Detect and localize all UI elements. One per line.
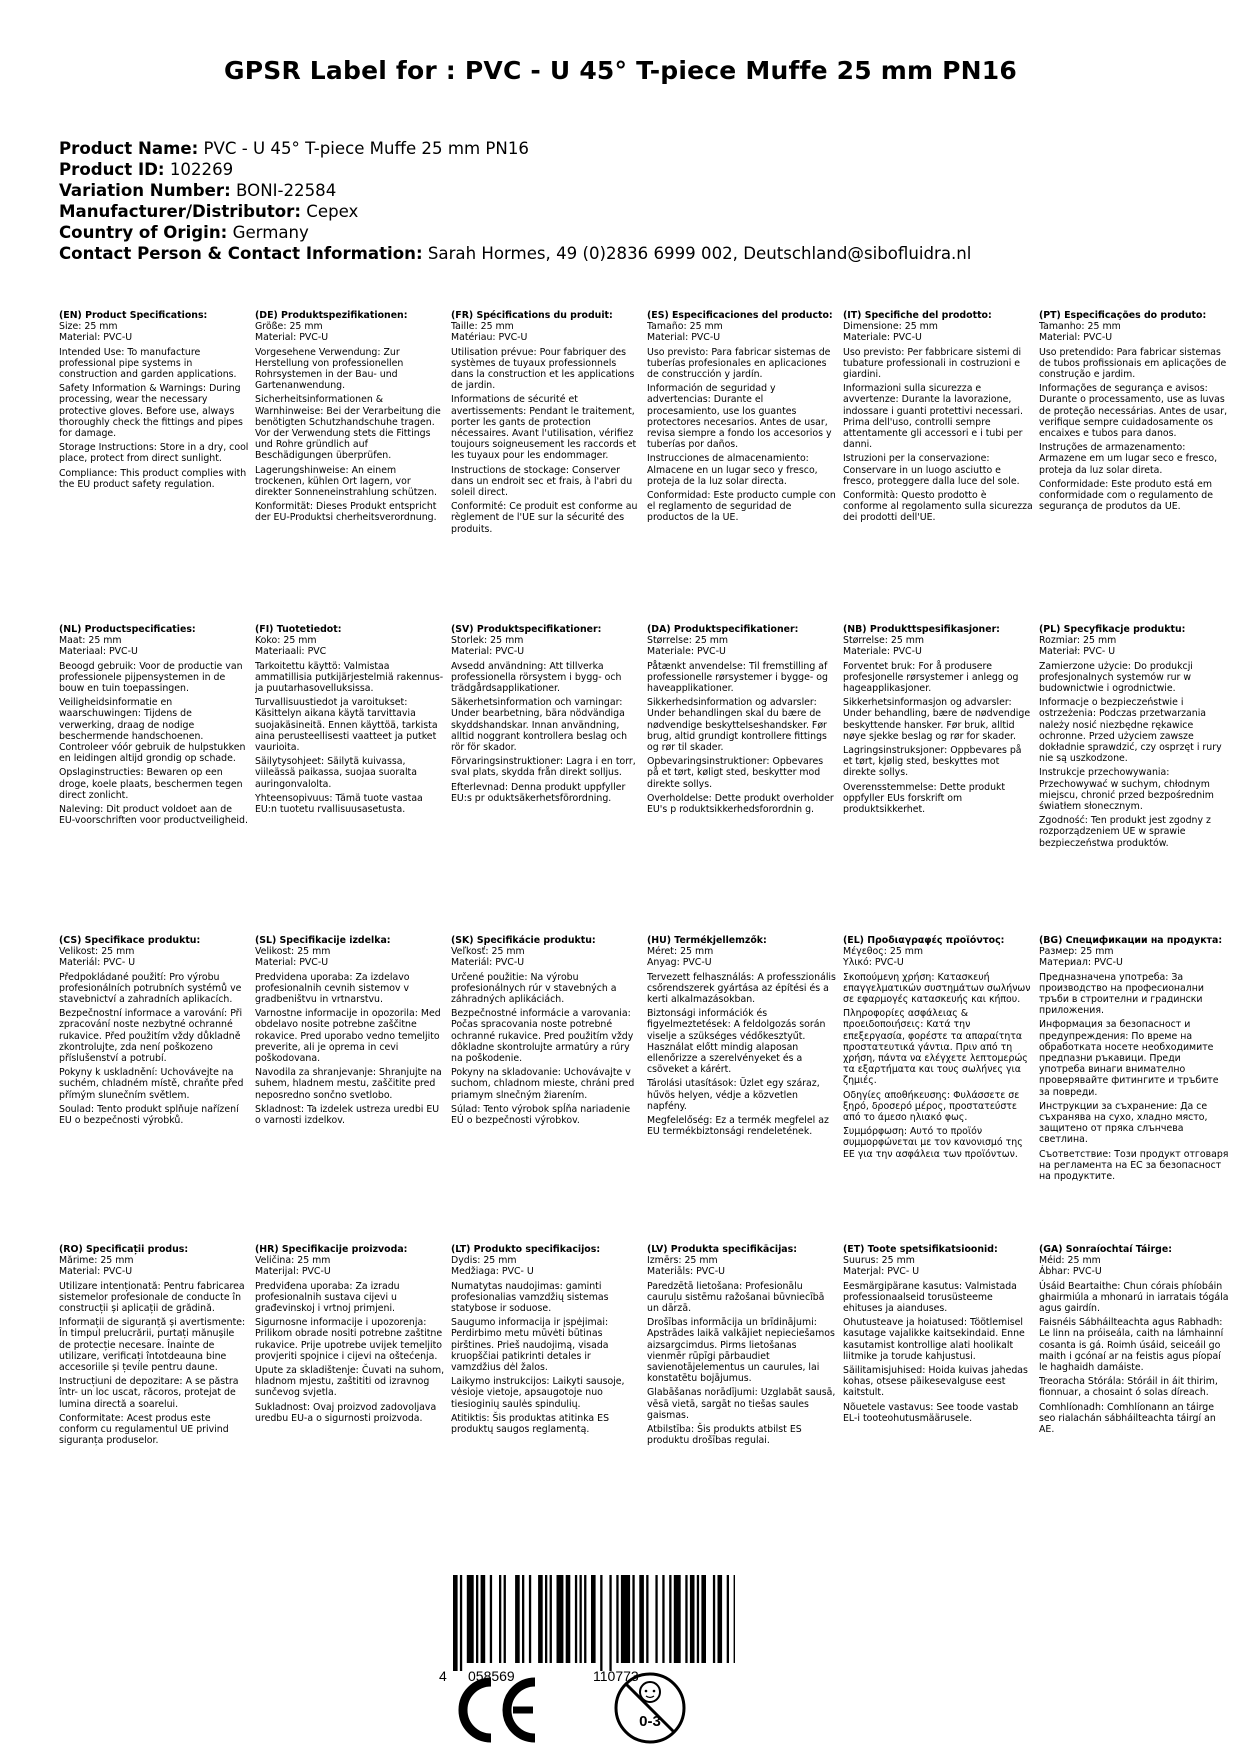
spec-section: Efterlevnad: Denna produkt uppfyller EU:s pr oduktsäkerhetsförordning. (451, 781, 626, 804)
spec-section: Informações de segurança e avisos: Durante o processamento, use as luvas de proteção necessárias. Antes de usar, verifique sempre cuidadosamente os encaixes e tubos para danos. (1039, 383, 1228, 440)
spec-section: Lagerungshinweise: An einem trockenen, kühlen Ort lagern, vor direkter Sonneneinstrahlung schützen. (255, 464, 438, 499)
spec-heading: (ET) Toote spetsifikatsioonid: (843, 1244, 998, 1255)
spec-section: Turvallisuustiedot ja varoitukset: Käsittelyn aikana käytä tarvittavia suojakäsineitä. Ennen käyttöä, tarkista aina perusteellisesti vaatteet ja putket vaurioita. (255, 697, 438, 754)
spec-section: Conformidade: Este produto está em conformidade com o regulamento de segurança de produtos da UE. (1039, 478, 1214, 513)
spec-line: Материал: PVC-U (1039, 957, 1123, 969)
spec-block (647, 310, 837, 524)
spec-section: Instrucciones de almacenamiento: Almacene en un lugar seco y fresco, proteja de la luz solar directa. (647, 453, 818, 487)
spec-line: Materijal: PVC-U (255, 1266, 331, 1278)
spec-section: Saugumo informacija ir įspėjimai: Perdirbimo metu mūvėti būtinas pirštines. Prieš naudojimą, visada kruopščiai patikrinti detales ir vamzdžius dėl žalos. (451, 1317, 609, 1374)
spec-section: Safety Information & Warnings: During processing, wear the necessary protective gloves. Before use, always thoroughly check the fittings and pipes for damage. (59, 383, 243, 440)
spec-section: Opslaginstructies: Bewaren op een droge, koele plaats, beschermen tegen direct zonlicht. (59, 767, 243, 801)
spec-line: Μέγεθος: 25 mm (843, 946, 924, 958)
spec-section: Uso pretendido: Para fabricar sistemas de tubos profissionais em aplicações de construção e jardim. (1039, 346, 1227, 381)
spec-section: Opbevaringsinstruktioner: Opbevares på et tørt, køligt sted, beskytter mod direkte sollys. (647, 756, 824, 790)
spec-heading: (EL) Προδιαγραφές προϊόντος: (843, 935, 1005, 946)
spec-line: Размер: 25 mm (1039, 946, 1114, 958)
info-value: Cepex (306, 202, 359, 221)
spec-line: Veľkosť: 25 mm (451, 946, 525, 958)
ce-mark-icon (463, 1682, 535, 1738)
barcode-bar (662, 1575, 664, 1663)
barcode-bar (550, 1575, 552, 1663)
barcode-bar (685, 1575, 687, 1663)
spec-section: Sikkerhedsinformation og advarsler: Under behandlingen skal du bære de nødvendige beskyttelseshandsker. Før brug, altid grundigt kontrollere fittings og rør til skader. (647, 697, 827, 754)
spec-line: Ábhar: PVC-U (1039, 1266, 1102, 1278)
barcode-bar (538, 1575, 543, 1663)
spec-section: Uso previsto: Para fabricar sistemas de tuberías profesionales en aplicaciones de construcción y jardín. (647, 346, 831, 381)
spec-block (843, 1244, 1033, 1424)
spec-section: Eesmärgipärane kasutus: Valmistada professionaalseid torusüsteeme ehituses ja aianduses. (843, 1280, 1017, 1315)
spec-block (59, 935, 249, 1126)
info-label: Variation Number: (59, 181, 231, 200)
spec-heading: (FI) Tuotetiedot: (255, 624, 342, 635)
barcode-bar (499, 1575, 501, 1663)
barcode-bar (600, 1575, 602, 1671)
spec-line: Taille: 25 mm (451, 321, 514, 333)
spec-heading: (CS) Specifikace produktu: (59, 935, 201, 946)
spec-section: Conformidad: Este producto cumple con el reglamento de seguridad de productos de la UE. (647, 490, 836, 524)
spec-section: Säkerhetsinformation och varningar: Under bearbetning, bära nödvändiga skyddshandskar. Innan användning, alltid noggrant kontrollera beslag och rör för skador. (451, 697, 628, 754)
barcode-bar (566, 1575, 571, 1663)
spec-section: Megfelelőség: Ez a termék megfelel az EU termékbiztonsági rendeletének. (647, 1115, 829, 1138)
info-value: 102269 (169, 160, 234, 179)
spec-heading: (PL) Specyfikacje produktu: (1039, 624, 1186, 635)
spec-section: Predvidena uporaba: Za izdelavo profesionalnih cevnih sistemov v gradbeništvu in vrtnarstvu. (255, 971, 410, 1006)
spec-line: Material: PVC-U (1039, 332, 1113, 344)
spec-block (451, 935, 641, 1126)
spec-line: Materiale: PVC-U (647, 646, 726, 658)
info-row (59, 201, 971, 222)
spec-heading: (RO) Specificații produs: (59, 1244, 189, 1255)
spec-block (1039, 1244, 1229, 1435)
spec-section: Informations de sécurité et avertissements: Pendant le traitement, porter les gants de protection nécessaires. Avant l'utilisation, vérifiez toujours soigneusement les raccords et les tuyaux pour les endommager. (451, 394, 637, 462)
spec-heading: (HU) Termékjellemzők: (647, 935, 767, 946)
spec-line: Material: PVC-U (255, 957, 329, 969)
info-row (59, 243, 971, 264)
spec-heading: (DA) Produktspecifikationer: (647, 624, 799, 635)
page-title: GPSR Label for : PVC - U 45° T-piece Muffe 25 mm PN16 (224, 56, 1017, 85)
specifications-grid (59, 310, 1239, 1523)
spec-line: Materiale: PVC-U (843, 332, 922, 344)
barcode-bar (467, 1575, 474, 1663)
spec-heading: (NL) Productspecificaties: (59, 624, 196, 635)
info-row (59, 180, 971, 201)
spec-line: Medžiaga: PVC- U (451, 1266, 534, 1278)
spec-section: Conformité: Ce produit est conforme au règlement de l'UE sur la sécurité des produits. (451, 501, 638, 535)
spec-block (647, 935, 837, 1137)
spec-heading: (GA) Sonraíochtaí Táirge: (1039, 1244, 1172, 1255)
spec-block (1039, 310, 1229, 512)
spec-section: Konformität: Dieses Produkt entspricht der EU-Produktsi cherheitsverordnung. (255, 501, 437, 524)
barcode-bar (632, 1575, 634, 1663)
spec-section: Upute za skladištenje: Čuvati na suhom, hladnom mjestu, zaštititi od izravnog sunčevog svjetla. (255, 1365, 445, 1399)
spec-section: Instrucțiuni de depozitare: A se păstra într- un loc uscat, răcoros, protejat de lumina directă a soarelui. (59, 1376, 239, 1410)
product-info (59, 138, 971, 264)
spec-heading: (HR) Specifikacije proizvoda: (255, 1244, 408, 1255)
barcode-bar (655, 1575, 657, 1663)
info-value: PVC - U 45° T-piece Muffe 25 mm PN16 (203, 139, 529, 158)
spec-section: Compliance: This product complies with the EU product safety regulation. (59, 467, 247, 490)
spec-section: Navodila za shranjevanje: Shranjujte na suhem, hladnem mestu, zaščitite pred neposredno sončno svetlobo. (255, 1067, 442, 1101)
spec-line: Material: PVC-U (255, 332, 329, 344)
spec-block (1039, 624, 1229, 849)
spec-section: Biztonsági információk és figyelmeztetések: A feldolgozás során viselje a szükséges védőkesztyűt. Használat előtt mindig alaposan ellenőrizze a szerelvényeket és a csöveket a kárért. (647, 1008, 826, 1076)
spec-block (255, 935, 445, 1126)
info-row (59, 222, 971, 243)
spec-section: Beoogd gebruik: Voor de productie van professionele pijpensystemen in de bouw en tuin toepassingen. (59, 660, 243, 695)
spec-line: Materjal: PVC- U (843, 1266, 920, 1278)
spec-section: Tervezett felhasználás: A professzionális csőrendszerek gyártása az építési és a kerti alkalmazásokban. (647, 971, 836, 1006)
spec-line: Materiale: PVC-U (843, 646, 922, 658)
barcode-bar (669, 1575, 671, 1663)
barcode-bar (701, 1575, 706, 1663)
barcode-bar (453, 1575, 458, 1671)
spec-block (59, 1244, 249, 1446)
spec-block (647, 1244, 837, 1446)
spec-line: Matériau: PVC-U (451, 332, 528, 344)
barcode-bar (504, 1575, 506, 1663)
barcode-bar (616, 1575, 618, 1663)
spec-line: Materiał: PVC- U (1039, 646, 1116, 658)
spec-section: Comhlíonadh: Comhlíonann an táirge seo rialachán sábháilteachta táirgí an AE. (1039, 1401, 1216, 1436)
spec-line: Materiaal: PVC-U (59, 646, 138, 658)
spec-heading: (BG) Спецификации на продукта: (1039, 935, 1223, 946)
spec-line: Material: PVC-U (647, 332, 721, 344)
spec-section: Vorgesehene Verwendung: Zur Herstellung von professionellen Rohrsystemen in der Bau- und Gartenanwendung. (255, 346, 404, 392)
spec-line: Méret: 25 mm (647, 946, 714, 958)
spec-block (843, 624, 1033, 815)
barcode-bar (460, 1575, 462, 1671)
barcode-bar (718, 1575, 723, 1663)
spec-block (843, 935, 1033, 1160)
barcode-group1: 058569 (468, 1668, 515, 1684)
spec-section: Instructions de stockage: Conserver dans un endroit sec et frais, à l'abri du soleil direct. (451, 464, 633, 499)
spec-section: Informacje o bezpieczeństwie i ostrzeżenia: Podczas przetwarzania należy nosić niezbędne rękawice ochronne. Przed użyciem zawsze dokładnie sprawdzić, czy osprzęt i rury nie są uszkodzone. (1039, 697, 1222, 765)
spec-section: Uso previsto: Per fabbricare sistemi di tubature professionali in costruzioni e giardini. (843, 346, 1022, 381)
spec-section: Instrukcje przechowywania: Przechowywać w suchym, chłodnym miejscu, chronić przed bezpośrednim światłem słonecznym. (1039, 767, 1214, 813)
info-value: Germany (232, 223, 309, 242)
spec-section: Förvaringsinstruktioner: Lagra i en torr, sval plats, skydda från direkt solljus. (451, 756, 636, 779)
spec-section: Skladnost: Ta izdelek ustreza uredbi EU o varnosti izdelkov. (255, 1103, 440, 1127)
spec-section: Sukladnost: Ovaj proizvod zadovoljava uredbu EU-a o sigurnosti proizvoda. (255, 1401, 437, 1424)
spec-section: Informazioni sulla sicurezza e avvertenze: Durante la lavorazione, indossare i guanti protettivi necessari. Prima dell'uso, controlli sempre attentamente gli accessori e i tubi per danni. (843, 383, 1024, 451)
spec-section: Utilisation prévue: Pour fabriquer des systèmes de tuyaux professionnels dans la construction et les applications de jardin. (451, 346, 635, 392)
barcode-bar (545, 1575, 547, 1663)
barcode-bar (697, 1575, 699, 1663)
spec-line: Υλικό: PVC-U (843, 957, 904, 969)
spec-line: Materiāls: PVC-U (647, 1266, 725, 1278)
spec-section: Yhteensopivuus: Tämä tuote vastaa EU:n tuotetu rvallisuusasetusta. (255, 792, 423, 816)
spec-section: Veiligheidsinformatie en waarschuwingen: Tijdens de verwerking, draag de nodige beschermende handschoenen. Controleer vóór gebruik de hulpstukken en leidingen altijd grondig op schade. (59, 697, 246, 765)
spec-section: Zamierzone użycie: Do produkcji profesjonalnych systemów rur w budownictwie i ogrodnictwie. (1039, 660, 1193, 695)
spec-section: Súlad: Tento výrobok spĺňa nariadenie EÚ o bezpečnosti výrobkov. (451, 1103, 631, 1127)
spec-section: Nõuetele vastavus: See toode vastab EL-i tooteohutusmäärusele. (843, 1401, 1019, 1424)
spec-section: Drošības informācija un brīdinājumi: Apstrādes laikā valkājiet nepieciešamos aizsargcimdus. Pirms lietošanas vienmēr rūpīgi pārbaudiet savienotājelementus un caurules, lai konstatētu bojājumus. (647, 1317, 835, 1385)
spec-section: Säilytysohjeet: Säilytä kuivassa, viileässä paikassa, suojaa suoralta auringonvalolta. (255, 756, 417, 790)
barcode-bar (646, 1575, 648, 1663)
spec-line: Material: PVC-U (451, 646, 525, 658)
spec-heading: (SK) Špecifikácie produktu: (451, 935, 596, 946)
spec-section: Avsedd användning: Att tillverka professionella rörsystem i bygg- och trädgårdsapplikationer. (451, 660, 622, 695)
info-label: Country of Origin: (59, 223, 228, 242)
spec-section: Laikymo instrukcijos: Laikyti sausoje, vėsioje vietoje, apsaugotoje nuo tiesioginių saulės spindulių. (451, 1376, 625, 1410)
spec-section: Conformità: Questo prodotto è conforme al regolamento sulla sicurezza dei prodotti dell'UE. (843, 490, 1033, 524)
spec-section: Storage Instructions: Store in a dry, cool place, protect from direct sunlight. (59, 442, 249, 465)
barcode-bar (575, 1575, 577, 1663)
spec-section: Intended Use: To manufacture professional pipe systems in construction and garden applications. (59, 346, 237, 381)
spec-block (647, 624, 837, 815)
spec-section: Lagringsinstruksjoner: Oppbevares på et tørt, kjølig sted, beskyttes mot direkte sollys. (843, 745, 1022, 779)
spec-block (59, 310, 249, 490)
spec-section: Varnostne informacije in opozorila: Med obdelavo nosite potrebne zaščitne rokavice. Pred uporabo vedno temeljito preverite, ali je oprema in cevi poškodovana. (255, 1008, 441, 1065)
spec-section: Съответствие: Този продукт отговаря на регламента на ЕС за безопасност на продуктите. (1039, 1148, 1229, 1183)
spec-line: Velikost: 25 mm (59, 946, 135, 958)
age-label: 0-3 (639, 1713, 661, 1730)
spec-section: Předpokládané použití: Pro výrobu profesionálních potrubních systémů ve stavebnictví a zahradních aplikacích. (59, 971, 242, 1006)
barcode-bar (690, 1575, 695, 1663)
spec-section: Informații de siguranță și avertismente: În timpul prelucrării, purtați mănușile de protecție necesare. Înainte de utilizare, verificați întotdeauna bine accesoriile și țevile pentru daune. (59, 1317, 246, 1374)
info-row (59, 159, 971, 180)
spec-section: Glabāšanas norādījumi: Uzglabāt sausā, vēsā vietā, sargāt no tiešas saules gaismas. (647, 1387, 836, 1421)
spec-line: Méid: 25 mm (1039, 1255, 1101, 1267)
spec-section: Sicherheitsinformationen & Warnhinweise: Bei der Verarbeitung die benötigten Schutzhandschuhe tragen. Vor der Verwendung stets die Fittings und Rohre gründlich auf Beschädigungen überprüfen. (255, 394, 441, 462)
barcode-bar (490, 1575, 492, 1663)
spec-section: Atbilstība: Šis produkts atbilst ES produktu drošības regulai. (647, 1424, 802, 1447)
spec-line: Größe: 25 mm (255, 321, 323, 333)
spec-line: Materiál: PVC-U (451, 957, 525, 969)
spec-heading: (DE) Produktspezifikationen: (255, 310, 408, 321)
spec-section: Tárolási utasítások: Üzlet egy száraz, hűvös helyen, védje a közvetlen napfény. (647, 1078, 820, 1112)
spec-section: Predviđena uporaba: Za izradu profesionalnih sustava cijevi u građevinskoj i vrtnoj primjeni. (255, 1280, 400, 1315)
spec-line: Material: PVC-U (59, 1266, 133, 1278)
spec-section: Säilitamisjuhised: Hoida kuivas jahedas kohas, otsese päikesevalguse eest kaitstult. (843, 1365, 1028, 1399)
spec-line: Maat: 25 mm (59, 635, 122, 647)
compliance-marks (455, 1670, 715, 1750)
barcode-bar (727, 1575, 729, 1663)
spec-section: Οδηγίες αποθήκευσης: Φυλάσσετε σε ξηρό, δροσερό μέρος, προστατεύστε από το άμεσο ηλιακό φως. (843, 1089, 1020, 1124)
barcode-bar (674, 1575, 681, 1663)
spec-block (451, 624, 641, 804)
barcode-bar (580, 1575, 582, 1663)
spec-section: Información de seguridad y advertencias: Durante el procesamiento, use los guantes protectores necesarios. Antes de usar, revisa siempre a fondo los accesorios y tuberías por daños. (647, 383, 832, 451)
barcode-bar (481, 1575, 486, 1663)
spec-section: Úsáid Beartaithe: Chun córais phíobáin ghairmiúla a mhonarú in iarratais tógála agus gairdín. (1039, 1280, 1229, 1315)
spec-block (255, 624, 445, 815)
spec-section: Pokyny k uskladnění: Uchovávejte na suchém, chladném místě, chraňte před přímým slunečním světlem. (59, 1067, 244, 1101)
spec-block (1039, 935, 1229, 1182)
info-label: Product ID: (59, 160, 165, 179)
barcode-bar (515, 1575, 520, 1663)
spec-line: Suurus: 25 mm (843, 1255, 915, 1267)
spec-line: Tamanho: 25 mm (1039, 321, 1121, 333)
spec-section: Forventet bruk: For å produsere profesjonelle rørsystemer i anlegg og hageapplikasjoner. (843, 660, 1019, 695)
spec-section: Информация за безопасност и предупреждения: По време на обработката носете необходимите предпазни ръкавици. Преди употреба винаги внимателно проверявайте фитингите и тръбите за повреди. (1039, 1019, 1219, 1098)
spec-line: Material: PVC-U (59, 332, 133, 344)
spec-section: Bezpečnostní informace a varování: Při zpracování noste nezbytné ochranné rukavice. Před použitím vždy důkladně zkontrolujte, zda není poškozeno příslušenství a potrubí. (59, 1008, 243, 1065)
spec-heading: (PT) Especificações do produto: (1039, 310, 1207, 321)
spec-section: Συμμόρφωση: Αυτό το προϊόν συμμορφώνεται με τον κανονισμό της ΕΕ για την ασφάλεια των προϊόντων. (843, 1126, 1023, 1160)
spec-section: Σκοπούμενη χρήση: Κατασκευή επαγγελματικών συστημάτων σωλήνων σε εφαρμογές κατασκευής και κήπου. (843, 971, 1031, 1006)
spec-heading: (ES) Especificaciones del producto: (647, 310, 833, 321)
spec-line: Storlek: 25 mm (451, 635, 524, 647)
barcode-bar (639, 1575, 644, 1663)
info-row (59, 138, 971, 159)
spec-heading: (NB) Produkttspesifikasjoner: (843, 624, 1000, 635)
spec-line: Dimensione: 25 mm (843, 321, 938, 333)
spec-line: Materiál: PVC- U (59, 957, 136, 969)
spec-section: Instruções de armazenamento: Armazene em um lugar seco e fresco, proteja da luz solar direta. (1039, 442, 1218, 476)
spec-block (843, 310, 1033, 524)
spec-section: Инструкции за съхранение: Да се съхранява на сухо, хладно място, защитено от пряка слънчева светлина. (1039, 1100, 1208, 1146)
spec-section: Treoracha Stórála: Stóráil in áit thirim, fionnuar, a chosaint ó solas díreach. (1039, 1376, 1218, 1399)
barcode-bar (609, 1575, 611, 1671)
info-label: Product Name: (59, 139, 199, 158)
spec-line: Dydis: 25 mm (451, 1255, 517, 1267)
spec-heading: (FR) Spécifications du produit: (451, 310, 613, 321)
spec-section: Ohutusteave ja hoiatused: Töötlemisel kasutage vajalikke kaitsekindaid. Enne kasutamist kontrollige alati hoolikalt liitmike ja torude kahjustusi. (843, 1317, 1025, 1362)
spec-heading: (IT) Specifiche del prodotto: (843, 310, 992, 321)
spec-section: Paredzētā lietošana: Profesionālu cauruļu sistēmu ražošanai būvniecībā un dārzā. (647, 1280, 825, 1315)
spec-section: Overensstemmelse: Dette produkt oppfyller EUs forskrift om produktsikkerhet. (843, 781, 1006, 816)
spec-line: Materiaali: PVC (255, 646, 327, 658)
spec-section: Pokyny na skladovanie: Uchovávajte v suchom, chladnom mieste, chráni pred priamym slnečným žiarením. (451, 1067, 635, 1101)
spec-section: Tarkoitettu käyttö: Valmistaa ammatillisia putkijärjestelmiä rakennus- ja puutarhasovelluksissa. (255, 660, 444, 695)
barcode-bar (734, 1575, 735, 1663)
spec-section: Påtænkt anvendelse: Til fremstilling af professionelle rørsystemer i bygge- og haveapplikationer. (647, 660, 828, 695)
spec-line: Størrelse: 25 mm (647, 635, 729, 647)
spec-line: Anyag: PVC-U (647, 957, 712, 969)
spec-line: Veličina: 25 mm (255, 1255, 331, 1267)
spec-line: Tamaño: 25 mm (647, 321, 723, 333)
barcode-bar (713, 1575, 715, 1663)
spec-line: Size: 25 mm (59, 321, 118, 333)
spec-section: Faisnéis Sábháilteachta agus Rabhadh: Le linn na próiseála, caith na lámhainní cosanta is gá. Roimh úsáid, seiceáil go maith i gcónaí ar na feistis agus píopaí le haghaidh damáiste. (1039, 1317, 1224, 1374)
spec-line: Velikost: 25 mm (255, 946, 331, 958)
spec-section: Istruzioni per la conservazione: Conservare in un luogo asciutto e fresco, proteggere dalla luce del sole. (843, 453, 1020, 487)
spec-section: Предназначена употреба: За производство на професионални тръби в строителни и градински приложения. (1039, 971, 1205, 1017)
info-value: BONI-22584 (236, 181, 337, 200)
spec-section: Overholdelse: Dette produkt overholder EU's p roduktsikkerhedsforordnin g. (647, 792, 834, 816)
info-label: Manufacturer/Distributor: (59, 202, 302, 221)
spec-line: Rozmiar: 25 mm (1039, 635, 1117, 647)
spec-heading: (LT) Produkto specifikacijos: (451, 1244, 601, 1255)
barcode-bar (557, 1575, 564, 1663)
barcode-group2: 110773 (593, 1668, 639, 1684)
spec-section: Πληροφορίες ασφάλειας & προειδοποιήσεις: Κατά την επεξεργασία, φορέστε τα απαραίτητα προστατευτικά γάντια. Πριν από τη χρήση, πάντα να ελέγχετε λεπτομερώς τα εξαρτήματα και τους σωλήνες για ζημιές. (843, 1008, 1028, 1087)
spec-heading: (SV) Produktspecifikationer: (451, 624, 602, 635)
barcode-bar (529, 1575, 531, 1663)
spec-line: Koko: 25 mm (255, 635, 317, 647)
spec-section: Conformitate: Acest produs este conform cu regulamentul UE privind siguranța produselor. (59, 1412, 229, 1447)
spec-section: Určené použitie: Na výrobu profesionálnych rúr v stavebných a záhradných aplikáciách. (451, 971, 617, 1006)
barcode-bar (591, 1575, 596, 1663)
spec-section: Zgodność: Ten produkt jest zgodny z rozporządzeniem UE w sprawie bezpieczeństwa produktów. (1039, 815, 1211, 849)
spec-block (451, 310, 641, 535)
info-value: Sarah Hormes, 49 (0)2836 6999 002, Deutschland@sibofluidra.nl (427, 244, 972, 263)
spec-section: Soulad: Tento produkt splňuje nařízení EU o bezpečnosti výrobků. (59, 1103, 239, 1127)
spec-section: Atitiktis: Šis produktas atitinka ES produktų saugos reglamentą. (451, 1412, 610, 1436)
spec-heading: (LV) Produkta specifikācijas: (647, 1244, 797, 1255)
spec-block (255, 310, 445, 524)
spec-section: Numatytas naudojimas: gaminti profesionalias vamzdžių sistemas statybose ir soduose. (451, 1280, 609, 1315)
spec-section: Bezpečnostné informácie a varovania: Počas spracovania noste potrebné ochranné rukavice. Pred použitím vždy dôkladne skontrolujte armatúry a rúry na poškodenie. (451, 1008, 634, 1065)
spec-heading: (EN) Product Specifications: (59, 310, 208, 321)
spec-section: Sikkerhetsinformasjon og advarsler: Under behandling, bære de nødvendige beskyttende hansker. Før bruk, alltid nøye sjekke beslag og rør for skader. (843, 697, 1031, 742)
spec-section: Naleving: Dit product voldoet aan de EU-voorschriften voor productveiligheid. (59, 804, 248, 827)
barcode-bar (584, 1575, 586, 1663)
spec-block (255, 1244, 445, 1424)
spec-block (59, 624, 249, 826)
spec-line: Størrelse: 25 mm (843, 635, 925, 647)
barcode-bar (621, 1575, 630, 1663)
spec-block (451, 1244, 641, 1435)
barcode-bar (476, 1575, 478, 1663)
spec-section: Sigurnosne informacije i upozorenja: Prilikom obrade nositi potrebne zaštitne rukavice. Prije upotrebe uvijek temeljito provjeriti spojnice i cijevi na oštećenja. (255, 1317, 443, 1362)
spec-heading: (SL) Specifikacije izdelka: (255, 935, 391, 946)
info-label: Contact Person & Contact Information: (59, 244, 423, 263)
barcode-bar (522, 1575, 524, 1663)
barcode-prefix: 4 (439, 1668, 447, 1684)
spec-line: Izmērs: 25 mm (647, 1255, 718, 1267)
spec-line: Mărime: 25 mm (59, 1255, 134, 1267)
not-for-children-under-3-icon (616, 1674, 684, 1742)
spec-section: Utilizare intenționată: Pentru fabricarea sistemelor profesionale de conducte în construcții și aplicații de grădină. (59, 1280, 245, 1315)
